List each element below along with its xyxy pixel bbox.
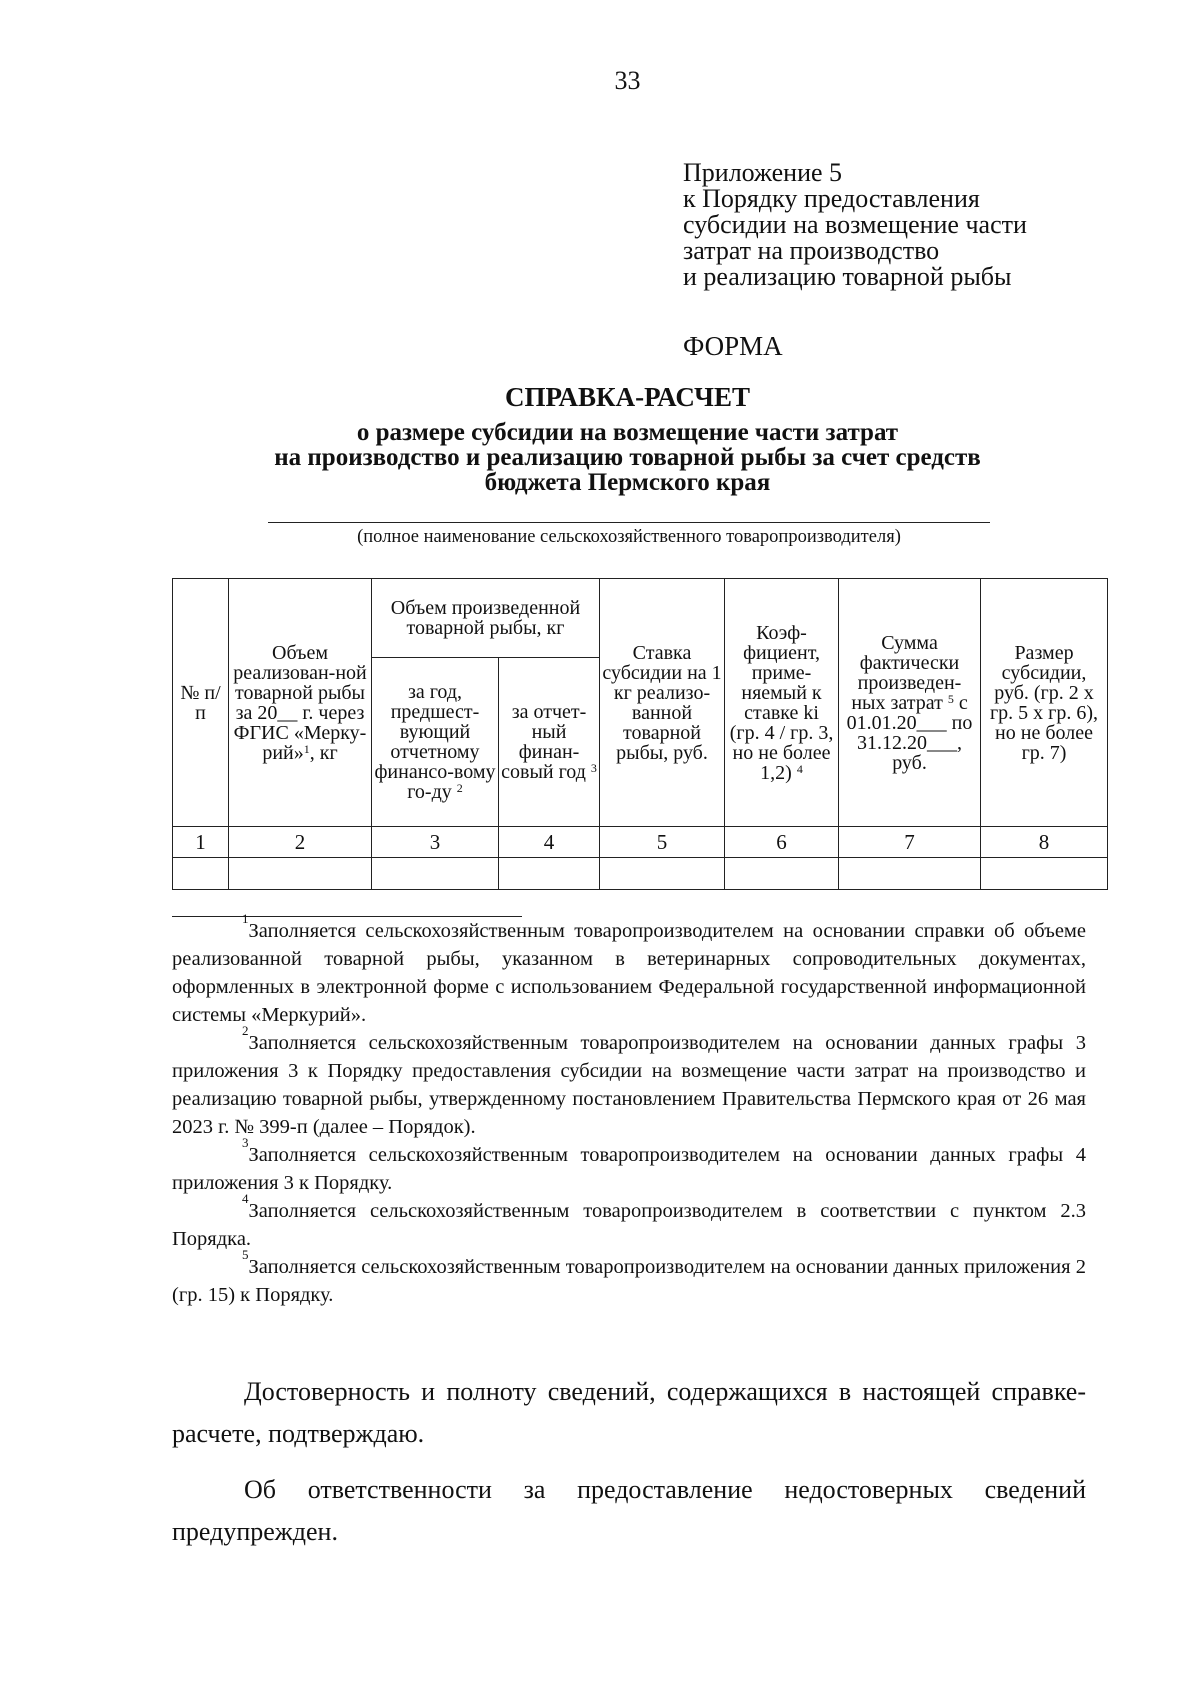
column-number: 2 [229,827,372,858]
producer-name-line [268,522,990,523]
footnote: $^4$Заполняется сельскохозяйственным товаропроизводителем в соответствии с пунктом 2.3 Порядка. [172,1191,1086,1250]
table-header-row [173,579,1108,658]
table-cell[interactable] [725,858,839,890]
table-cell[interactable] [229,858,372,890]
column-number: 5 [600,827,725,858]
footnote: $^3$Заполняется сельскохозяйственным товаропроизводителем на основании данных графы 4 приложения 3 к Порядку. [172,1135,1086,1194]
page-number: 33 [614,66,641,95]
table-cell[interactable] [600,858,725,890]
footnote: $^2$Заполняется сельскохозяйственным товаропроизводителем на основании данных графы 3 приложения 3 к Порядку предоставления субсидии на возмещение части затрат на производство и реализацию товарной рыбы, утвержденному постановлением Правительства Пермского края от 26 мая 2023 г. № 399-п (далее – Порядок). [172,1023,1086,1138]
footnote: $^1$Заполняется сельскохозяйственным товаропроизводителем на основании справки об объеме реализованной товарной рыбы, указанном в ветеринарных сопроводительных документах, оформленных в электронной форме с использованием Федеральной государственной информационной системы «Меркурий». [172,911,1086,1026]
document-subtitle [0,420,1200,495]
table-cell[interactable] [499,858,600,890]
header-cell-rate: Ставка субсидии на 1 кг реализо-ванной товарной рыбы, руб. [600,579,725,827]
column-number: 4 [499,827,600,858]
appendix-line: Приложение 5 [683,158,843,187]
column-number: 7 [839,827,981,858]
header-cell-number: № п/п [173,579,229,827]
certification-paragraph: Об ответственности за предоставление недостоверных сведений предупрежден. [172,1475,1086,1546]
appendix-reference [683,160,1027,290]
certification-text [172,1371,1086,1567]
header-cell-produced-volume: Объем произведенной товарной рыбы, кг [372,579,600,658]
subtitle-line: на производство и реализацию товарной рыбы за счет средств [274,444,981,471]
header-cell-previous-year: за год, предшест-вующий отчетному финансо-вому го-ду $^2$ [372,658,499,827]
appendix-line: и реализацию товарной рыбы [683,262,1012,291]
header-cell-subsidy-amount: Размер субсидии, руб. (гр. 2 х гр. 5 х гр. 6), но не более гр. 7) [981,579,1108,827]
column-number: 3 [372,827,499,858]
column-number: 6 [725,827,839,858]
table-row [173,858,1108,890]
footnotes [172,911,1086,1309]
table-cell[interactable] [981,858,1108,890]
header-cell-coefficient: Коэф-фициент, приме-няемый к ставке ki (гр. 4 / гр. 3, но не более 1,2) $^4$ [725,579,839,827]
footnote: $^5$Заполняется сельскохозяйственным товаропроизводителем на основании данных приложения 2 (гр. 15) к Порядку. [172,1247,1086,1306]
subtitle-line: о размере субсидии на возмещение части затрат [356,419,899,446]
appendix-line: субсидии на возмещение части [683,210,1027,239]
appendix-line: к Порядку предоставления [683,184,980,213]
producer-name-caption: (полное наименование сельскохозяйственного товаропроизводителя) [357,527,901,547]
header-cell-reporting-year: за отчет-ный финан-совый год $^3$ [499,658,600,827]
table-cell[interactable] [839,858,981,890]
column-number-row [173,827,1108,858]
form-label: ФОРМА [683,331,783,361]
header-cell-sold-volume: Объем реализован-ной товарной рыбы за 20__ г. через ФГИС «Мерку-рий»$^1$, кг [229,579,372,827]
table-cell[interactable] [372,858,499,890]
header-cell-actual-costs: Сумма фактически произведен-ных затрат $^5$ с 01.01.20___ по 31.12.20___, руб. [839,579,981,827]
certification-paragraph: Достоверность и полноту сведений, содержащихся в настоящей справке-расчете, подтверждаю. [172,1377,1086,1448]
calculation-table [172,578,1108,890]
subtitle-line: бюджета Пермского края [484,469,771,496]
table-cell[interactable] [173,858,229,890]
column-number: 8 [981,827,1108,858]
column-number: 1 [173,827,229,858]
appendix-line: затрат на производство [683,236,940,265]
document-title: СПРАВКА-РАСЧЕТ [505,382,750,412]
